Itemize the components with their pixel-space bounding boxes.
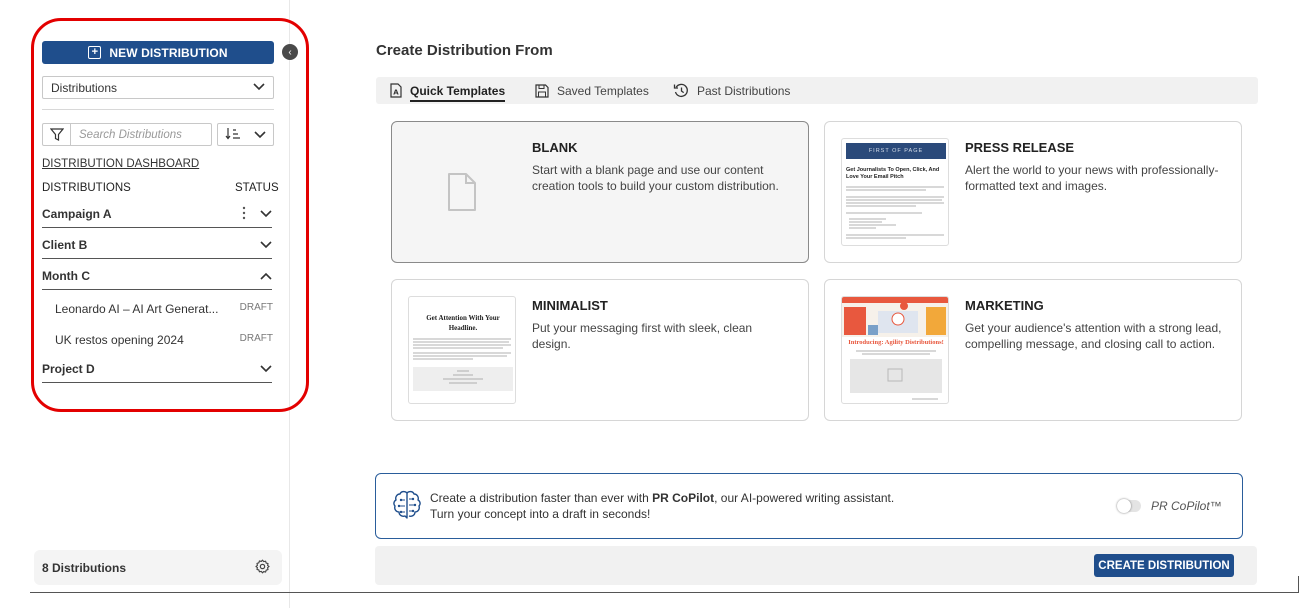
copilot-toggle[interactable] [1117,500,1141,512]
card-title: MARKETING [965,298,1044,313]
brain-icon [392,490,422,525]
thumb-illustration [842,297,949,404]
card-title: BLANK [532,140,578,155]
new-distribution-button[interactable] [42,41,274,64]
toggle-knob [1117,499,1131,513]
status-badge: DRAFT [239,333,273,344]
card-title: MINIMALIST [532,298,608,313]
action-bar [375,546,1257,585]
tab-label: Saved Templates [557,83,649,98]
view-select-value: Distributions [51,80,118,95]
sidebar [0,0,290,608]
chevron-up-icon[interactable] [260,269,272,283]
group-month-c[interactable] [42,263,272,290]
group-client-b[interactable] [42,232,272,259]
tab-label: Past Distributions [697,83,791,98]
distribution-name: Leonardo AI – AI Art Generat... [55,302,219,316]
template-icon [390,83,402,98]
template-card-blank[interactable] [391,121,809,263]
template-card-minimalist[interactable] [391,279,809,421]
divider [30,592,1298,593]
copilot-line-1-prefix: Create a distribution faster than ever with [430,491,653,505]
search-input[interactable]: Search Distributions [79,128,182,141]
divider [42,109,274,110]
copilot-line-2: Turn your concept into a draft in seconds! [430,507,651,521]
blank-page-icon [447,172,477,215]
group-label: Campaign A [42,207,112,221]
marketing-thumbnail [841,296,949,404]
chevron-down-icon[interactable] [260,238,272,252]
tab-quick-templates[interactable] [390,77,505,104]
copilot-brand: PR CoPilot [652,491,715,505]
plus-icon: + [88,46,101,59]
copilot-line-1-suffix: , our AI-powered writing assistant. [714,491,895,505]
distribution-count: 8 Distributions [42,560,127,575]
gear-icon[interactable] [255,559,270,577]
chevron-down-icon[interactable] [260,362,272,376]
list-item[interactable] [55,302,273,316]
group-label: Project D [42,362,95,376]
template-tabs [376,77,1258,104]
page-title: Create Distribution From [376,42,553,59]
card-title: PRESS RELEASE [965,140,1075,155]
status-column-header: STATUS [235,182,279,194]
copilot-description [430,490,894,522]
chevron-down-icon [253,82,265,94]
search-box [42,123,212,146]
status-badge: DRAFT [239,302,273,313]
distributions-column-header: DISTRIBUTIONS [42,182,131,194]
divider [1298,576,1299,593]
list-item[interactable] [55,333,273,347]
thumb-headline: Get Journalists To Open, Click, And Love Your Email Pitch [846,167,940,180]
group-campaign-a[interactable] [42,201,272,228]
thumb-headline: Get Attention With Your Headline. [426,314,500,332]
copilot-banner [375,473,1243,539]
sidebar-footer [34,550,282,585]
group-project-d[interactable] [42,356,272,383]
tab-label: Quick Templates [410,84,505,102]
create-distribution-button[interactable]: CREATE DISTRIBUTION [1094,554,1234,577]
chevron-down-icon [254,128,266,142]
card-description: Put your messaging first with sleek, clean design. [532,321,753,351]
view-select[interactable] [42,76,274,99]
card-description: Start with a blank page and use our content creation tools to build your custom distribution. [532,163,779,193]
thumb-banner: FIRST OF PAGE [846,143,946,159]
template-card-marketing[interactable] [824,279,1242,421]
group-label: Client B [42,238,88,252]
chevron-down-icon[interactable] [260,207,272,221]
thumb-text-lines [846,185,946,245]
thumb-text-lines [413,337,513,403]
distribution-dashboard-link[interactable]: DISTRIBUTION DASHBOARD [42,158,200,170]
minimalist-thumbnail [408,296,516,404]
card-description: Get your audience's attention with a strong lead, compelling message, and closing call to action. [965,321,1222,351]
filter-icon[interactable] [43,124,71,145]
sort-icon [225,127,241,143]
template-card-press-release[interactable] [824,121,1242,263]
more-options-icon[interactable] [242,206,246,223]
tab-saved-templates[interactable] [535,77,649,104]
card-description: Alert the world to your news with professionally-formatted text and images. [965,163,1219,193]
tab-past-distributions[interactable] [673,77,790,104]
history-icon [673,83,689,98]
sort-button[interactable] [217,123,274,146]
group-label: Month C [42,269,90,283]
svg-text:A: A [393,88,399,97]
thumb-headline: Introducing: Agility Distributions! [848,339,944,346]
save-icon [535,84,549,98]
distribution-name: UK restos opening 2024 [55,333,184,347]
new-distribution-label: NEW DISTRIBUTION [109,45,228,60]
collapse-sidebar-icon[interactable]: ‹ [282,44,298,60]
copilot-line-1 [430,490,894,506]
copilot-toggle-label: PR CoPilot™ [1151,499,1222,513]
press-release-thumbnail [841,138,949,246]
